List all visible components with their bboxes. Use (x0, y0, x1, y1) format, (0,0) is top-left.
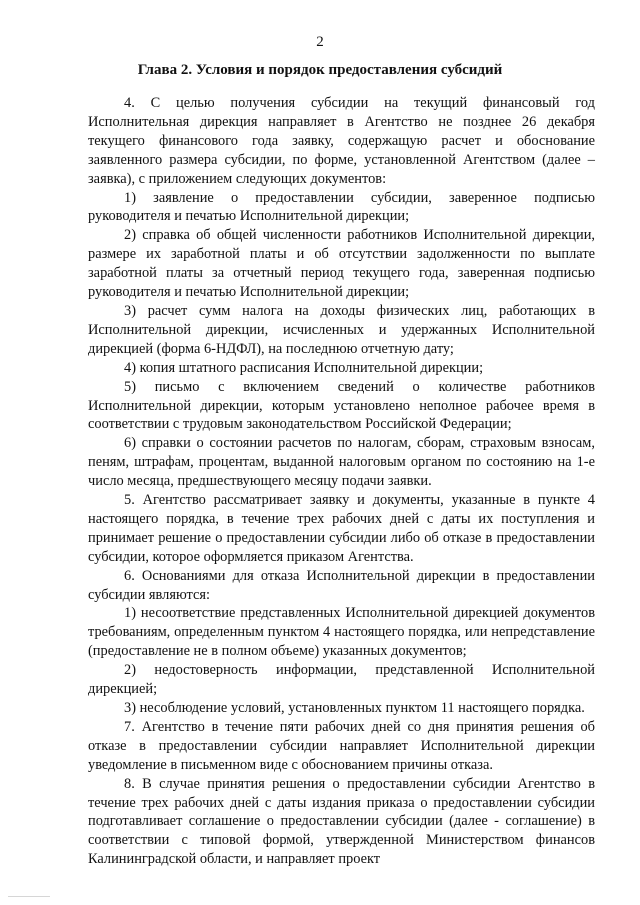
list-item-6-1: 1) несоответствие представленных Исполнительной дирекцией документов требованиям, определенным пунктом 4 настоящего порядка, или непредставление (предоставление не в полном объеме) указанных документов; (88, 605, 595, 660)
list-item-4-4: 4) копия штатного расписания Исполнительной дирекции; (124, 359, 484, 376)
paragraph-6: 6. Основаниями для отказа Исполнительной дирекции в предоставлении субсидии являются: (88, 567, 595, 603)
list-item-6-2: 2) недостоверность информации, представленной Исполнительной дирекцией; (88, 662, 595, 698)
page-number: 2 (316, 34, 324, 50)
paragraph-4: 4. С целью получения субсидии на текущий финансовый год Исполнительная дирекция направляет в Агентство не позднее 26 декабря текущего финансового года заявку, содержащую расчет и обоснование заявленного размера субсидии, по форме, установленной Агентством (далее – заявка), с приложением следующих документов: (88, 95, 595, 187)
paragraph-5: 5. Агентство рассматривает заявку и документы, указанные в пункте 4 настоящего порядка, в течение трех рабочих дней с даты их поступления и принимает решение о предоставлении субсидии либо об отказе в предоставлении субсидии, которое оформляется приказом Агентства. (88, 492, 595, 565)
paragraph-7: 7. Агентство в течение пяти рабочих дней со дня принятия решения об отказе в предоставлении субсидии направляет Исполнительной дирекции уведомление в письменном виде с обоснованием причины отказа. (88, 718, 595, 773)
list-item-4-6: 6) справки о состоянии расчетов по налогам, сборам, страховым взносам, пеням, штрафам, процентам, выданной налоговым органом по состоянию на 1-е число месяца, предшествующего месяцу подачи заявки. (88, 435, 595, 490)
scan-edge-divider (8, 896, 50, 897)
chapter-title: Глава 2. Условия и порядок предоставления субсидий (137, 62, 503, 78)
list-item-4-3: 3) расчет сумм налога на доходы физических лиц, работающих в Исполнительной дирекции, исчисленных и удержанных Исполнительной дирекцией (форма 6-НДФЛ), на последнюю отчетную дату; (88, 302, 595, 357)
list-item-4-5: 5) письмо с включением сведений о количестве работников Исполнительной дирекции, которым установлено неполное рабочее время в соответствии с трудовым законодательством Российской Федерации; (88, 378, 595, 433)
document-body (88, 94, 595, 869)
list-item-4-2: 2) справка об общей численности работников Исполнительной дирекции, размере их заработной платы и об отсутствии задолженности по выплате заработной платы за отчетный период текущего года, заверенная подписью руководителя и печатью Исполнительной дирекции; (88, 227, 595, 301)
list-item-6-3: 3) несоблюдение условий, установленных пунктом 11 настоящего порядка. (124, 700, 585, 716)
paragraph-8: 8. В случае принятия решения о предоставлении субсидии Агентство в течение трех рабочих дней с даты издания приказа о предоставлении субсидии подготавливает соглашение о предоставлении субсидии (далее - соглашение) в соответствии с типовой формой, утвержденной Министерством финансов Калининградской области, и направляет проект (88, 775, 595, 868)
list-item-4-1: 1) заявление о предоставлении субсидии, заверенное подписью руководителя и печатью Исполнительной дирекции; (88, 189, 595, 225)
